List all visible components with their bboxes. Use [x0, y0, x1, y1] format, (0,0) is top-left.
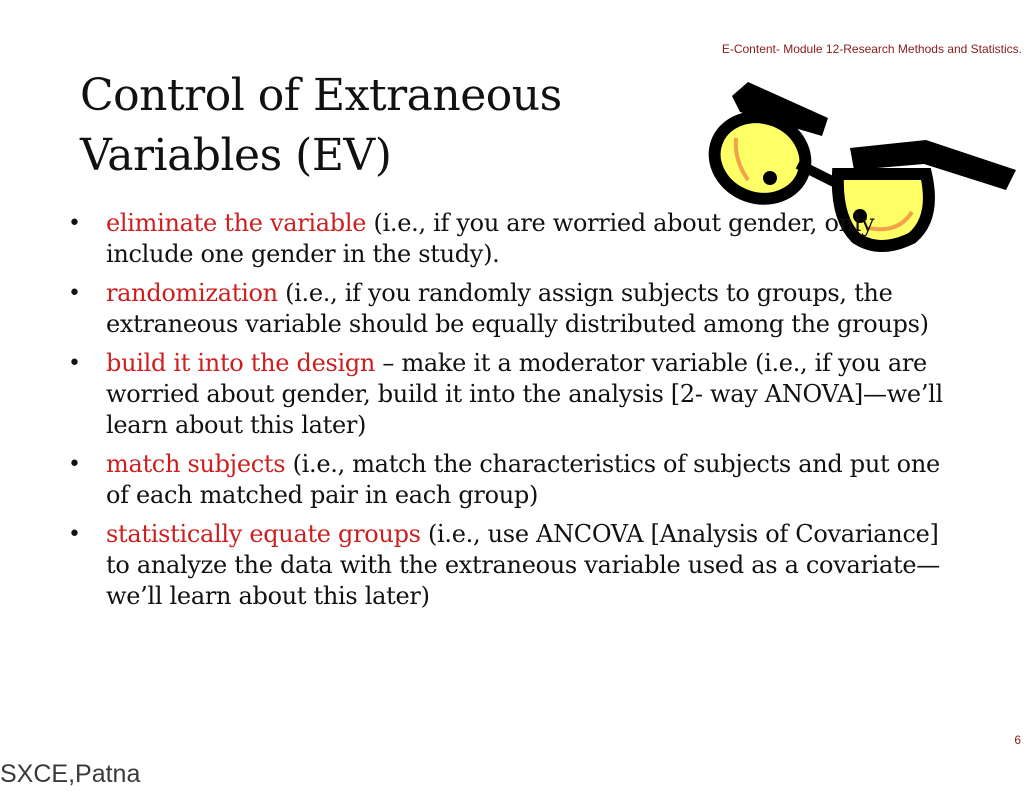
footer-text: SXCE,Patna	[0, 760, 141, 788]
bullet-key: match subjects	[106, 450, 286, 478]
bullet-dot: •	[68, 281, 81, 306]
bullet-dot: •	[68, 351, 81, 376]
bullet-list	[64, 208, 944, 620]
bullet-key: eliminate the variable	[106, 209, 367, 237]
bullet-text: – make it a moderator variable (i.e., if you are worried about gender, build it into the analysis [2- way ANOVA]—we’ll learn about this later)	[106, 349, 943, 439]
header-note: E-Content- Module 12-Research Methods and Statistics.	[721, 42, 1022, 56]
title-line-1: Control of Extraneous	[80, 70, 562, 121]
list-item	[64, 278, 944, 340]
slide-title	[80, 66, 562, 186]
bullet-key: statistically equate groups	[106, 520, 421, 548]
bullet-text: (i.e., if you randomly assign subjects to groups, the extraneous variable should be equally distributed among the groups)	[106, 279, 929, 338]
list-item	[64, 449, 944, 511]
bullet-dot: •	[68, 522, 81, 547]
list-item	[64, 208, 944, 270]
bullet-key: build it into the design	[106, 349, 376, 377]
bullet-dot: •	[68, 452, 81, 477]
list-item	[64, 348, 944, 441]
page-number: 6	[1014, 733, 1021, 747]
bullet-text: (i.e., match the characteristics of subjects and put one of each matched pair in each group)	[106, 450, 940, 509]
title-line-2: Variables (EV)	[80, 130, 392, 181]
bullet-text: (i.e., if you are worried about gender, only include one gender in the study).	[106, 209, 875, 268]
bullet-dot: •	[68, 211, 81, 236]
bullet-text: (i.e., use ANCOVA [Analysis of Covariance] to analyze the data with the extraneous variable used as a covariate—we’ll learn about this later)	[106, 520, 940, 610]
bullet-key: randomization	[106, 279, 278, 307]
list-item	[64, 519, 944, 612]
